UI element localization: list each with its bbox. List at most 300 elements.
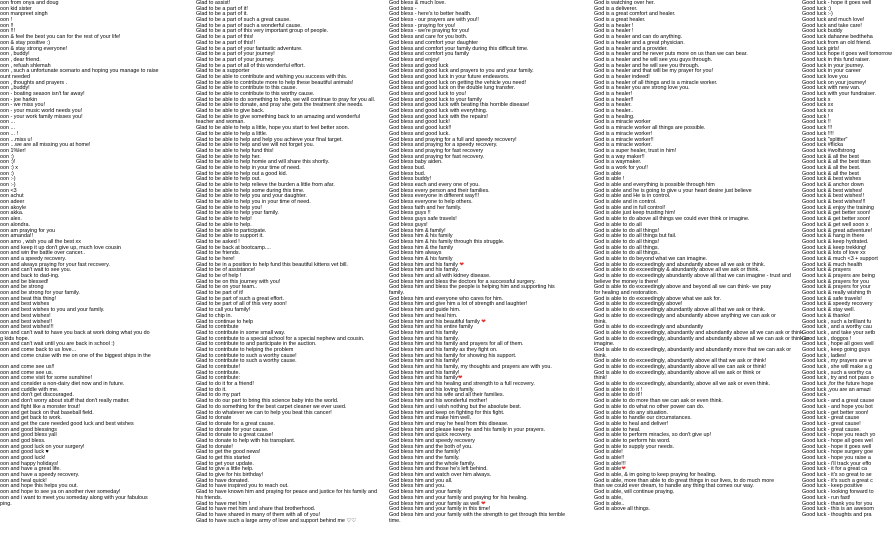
text-line: God is able to perform miracles, so don't give up!: [594, 432, 711, 439]
text-line: God bless him and his family.: [389, 267, 460, 274]
text-line: Good luck dahanne bedtheha: [802, 34, 873, 41]
text-line: Good luck & get better soon!: [802, 210, 871, 217]
text-line: Good luck & speedy recovery: [802, 301, 873, 308]
text-line: Good luck love you: [802, 73, 848, 80]
text-line: Glad to be back at bootcamp....: [196, 244, 271, 251]
text-line: Good luck , she will make a g: [802, 364, 873, 370]
text-line: g kids hope.: [0, 335, 30, 342]
text-line: Glad to have met him and share that brotherhood.: [196, 506, 316, 513]
text-line: Good luck & best wishes!: [802, 187, 863, 194]
text-line: Good luck xx: [802, 102, 834, 109]
text-line: Good luck , ladies!: [802, 352, 847, 359]
text-line: Glad to contribute to a special school for a special nephew and cousin.: [196, 335, 365, 342]
text-line: God bless him and everyone who cares for him.: [389, 295, 504, 302]
text-line: think!: [594, 375, 607, 382]
text-line: God is able to do above all things we could ever think or imagine.: [594, 216, 750, 223]
text-line: oon ...: [0, 125, 15, 132]
text-line: God is able and he is going to give u your heart desire just believe: [594, 187, 752, 194]
text-line: God bless him and heal him.: [389, 312, 458, 319]
text-line: Good luck and much love!: [802, 17, 865, 24]
text-line: God bless guys safe travels!: [389, 216, 457, 223]
text-line: God bless him and speedy recovery: [389, 437, 475, 444]
text-line: oon and hope to see ya on another river someday!: [0, 489, 121, 496]
text-line: God bless him and i wish nothing but the absolute best.: [389, 403, 522, 410]
text-line: Good luck - hope it goes well: [802, 0, 872, 6]
text-line: oon alex.: [0, 216, 22, 223]
text-line: Glad to do my part: [196, 392, 241, 399]
text-line: oon and fight like a monster trout!: [0, 403, 81, 410]
text-line: oon and have a speedy recovery.: [0, 472, 80, 479]
text-line: God is a work for you!!: [594, 164, 648, 171]
text-line: Glad to be able to donate, and pray she gets the treatment she needs.: [196, 102, 364, 109]
text-line: God is able to do exceedingly above and beyond all we can think- we pray: [594, 284, 772, 291]
text-line: Glad to be able to help a little, hope you start to feel better soon.: [196, 125, 350, 132]
text-line: God bless him and your family as well ❤: [389, 500, 486, 507]
text-line: God is a miracle worker.: [594, 142, 652, 149]
text-line: oon alondra.: [0, 221, 30, 228]
text-line: oon and good luck on your surgery!: [0, 443, 85, 450]
text-line: Good luck & best wishes!!: [802, 193, 865, 200]
text-line: God is able: [594, 170, 622, 177]
text-line: oon and hope this helps you out.: [0, 483, 78, 490]
text-line: God is a healer!!: [594, 96, 634, 103]
text-line: Good luck & prayers are being: [802, 273, 875, 279]
text-line: God bless and good luck: [389, 62, 449, 69]
text-line: Good luck - great cause.: [802, 426, 861, 433]
text-line: oon , such a unfortunate scenario and hoping you manage to raise: [0, 68, 159, 75]
text-line: Glad to be a part of your fantastic adventure.: [196, 45, 303, 52]
text-line: Good luck & best wishes!!!: [802, 199, 866, 206]
text-line: for healing and restoration.: [594, 290, 659, 297]
text-line: God is able and He is in control.: [594, 193, 671, 200]
text-line: God bless every person and their families.: [389, 187, 490, 194]
text-line: oon and best wishes to you and your family.: [0, 307, 105, 314]
text-line: Glad to be able to help out.: [196, 176, 261, 183]
text-line: Glad to be on your team..: [196, 284, 257, 291]
text-line: God is a healer and he will see you through.: [594, 62, 700, 69]
text-line: oon - your work family misses you!: [0, 113, 83, 120]
text-line: Glad to be a part of your journey!: [196, 51, 275, 58]
text-line: God bless him and the whole family.: [389, 460, 476, 467]
text-line: Glad to be able to give something back to an amazing and wonderful: [196, 113, 360, 120]
text-line: God bless him & his family: [389, 233, 453, 240]
text-line: God is a healer indeed!: [594, 73, 650, 80]
text-line: oon and good luck!: [0, 455, 46, 461]
text-line: God is able to do beyond what we can imagine.: [594, 255, 708, 262]
text-line: Good luck , hope all goes well: [802, 341, 874, 348]
text-line: Good luck ,you are an amazi: [802, 386, 871, 393]
text-line: Glad to be able to help relieve the burden a little from afar.: [196, 182, 335, 188]
text-line: God is able to do all things.: [594, 244, 660, 251]
text-line: Glad to be of help !: [196, 273, 242, 279]
text-line: God bless - here's to better health.: [389, 11, 472, 18]
text-line: God bless him & the family: [389, 244, 454, 251]
text-line: oon and keep it up don't give up, much love cousin: [0, 244, 121, 251]
text-line: oon - your music world needs you!: [0, 108, 83, 115]
text-line: Good luck & anchor down: [802, 182, 864, 188]
text-line: oon and come see us.: [0, 369, 54, 376]
text-column-3: [389, 1, 589, 542]
text-line: Good luck - hope you reach yo: [802, 432, 876, 439]
text-line: think.: [594, 318, 607, 325]
text-line: Good luck - and hope you bot: [802, 403, 873, 410]
text-line: Good luck , try and not pass o: [802, 375, 874, 382]
text-line: God bless and good luck on the double lung transfer.: [389, 85, 516, 92]
text-line: God is a deliverer.: [594, 5, 638, 12]
text-line: Good luck & prayers for you: [802, 278, 869, 285]
text-line: imagine.: [594, 341, 615, 348]
text-line: God is able to do it !: [594, 386, 642, 393]
text-line: Glad to do something for the best carpet cleaner we ever used.: [196, 403, 347, 410]
text-line: oon , buddy!: [0, 51, 30, 58]
text-line: God is able to do any situation.: [594, 409, 669, 416]
text-line: oon ...: [0, 119, 15, 126]
text-line: God bless him and his family as they fight on.: [389, 346, 498, 353]
text-line: Good luck & much health: [802, 261, 863, 268]
text-line: God is watching over her.: [594, 0, 655, 6]
text-line: God bless him and his wife and all their families.: [389, 392, 505, 399]
text-line: Glad to be able to support it.: [196, 233, 264, 240]
text-line: Good luck & all the best: [802, 170, 859, 177]
text-line: God is able just keep trusting him!: [594, 210, 676, 217]
text-line: oon 1%ler!: [0, 147, 26, 154]
text-line: God is a healer and can do anything.: [594, 34, 683, 41]
text-line: Good luck - great cause: [802, 415, 860, 422]
text-line: God is able to do exceedingly and abundantly above all we ask or think.: [594, 261, 766, 268]
text-line: God is able..: [594, 500, 625, 507]
text-line: Glad to contribute!: [196, 364, 241, 370]
text-line: oon :)!: [0, 159, 16, 166]
text-line: Good luck & great adventure!: [802, 227, 873, 234]
text-line: Glad to contribute to such a worthy cause.: [196, 358, 297, 365]
text-line: Glad to give a little help.: [196, 466, 254, 473]
text-line: God bless bud.: [389, 164, 426, 171]
text-line: oon and come back to us love...: [0, 346, 77, 353]
text-line: Glad to be in a position to help fund this beautiful kittens vet bill.: [196, 261, 348, 268]
text-line: Glad to be able to do something to help, we will continue to pray for you all.: [196, 96, 376, 103]
text-line: God is a healer..: [594, 108, 634, 115]
text-line: Glad to be on this journey with you!: [196, 278, 281, 285]
text-line: God bless buddy!: [389, 176, 431, 183]
text-line: God is a miracle worker!: [594, 130, 653, 137]
text-line: Glad to have such a large army of love and support behind me ♡♡: [196, 517, 357, 524]
text-line: Good luck - get better soon!: [802, 409, 869, 416]
text-column-1: [0, 1, 194, 542]
text-line: Glad to be able to help a little.: [196, 130, 268, 137]
text-line: God is above all things.: [594, 506, 651, 513]
text-line: God is a healer!: [594, 91, 633, 97]
text-line: oon kid sister: [0, 5, 32, 12]
text-line: Good luck , such a brilliant fu: [802, 318, 872, 325]
text-line: God is able to do all: [594, 221, 642, 228]
text-line: God bless - we're praying for you!: [389, 28, 470, 35]
text-line: God bless and praying for fast recovery: [389, 147, 484, 154]
text-line: God is a healing.: [594, 113, 635, 120]
text-line: God bless him and all with kidney disease.: [389, 273, 491, 279]
text-line: God bless and care for you both.: [389, 34, 468, 41]
text-line: God is a miracle worker all things are possible.: [594, 125, 706, 132]
text-line: God bless him & family!: [389, 227, 446, 234]
text-line: God bless and praying for fast recovery.: [389, 153, 485, 160]
text-line: God is able to do exceedingly above!: [594, 301, 683, 308]
text-line: Glad to contribute to and participate in the auction.: [196, 341, 317, 348]
text-line: God bless and praying for a speedy recovery.: [389, 142, 498, 149]
text-line: Good luck - this is an awesom: [802, 506, 874, 513]
text-line: Good luck - it's so great to se: [802, 472, 872, 479]
text-line: Good luck xx: [802, 108, 834, 115]
text-line: Glad to do our part to bring this science baby into the world.: [196, 398, 339, 405]
text-line: Good luck - i'll track your effo: [802, 460, 872, 467]
text-line: Good luck -: [802, 392, 830, 399]
text-line: God is a waymaker.: [594, 159, 642, 166]
text-line: Good luck , doggos !: [802, 335, 852, 342]
text-line: God bless him and watch over him always.: [389, 472, 492, 479]
text-line: oon and come cruise with me on one of the biggest ships in the: [0, 352, 151, 359]
text-line: oon - we miss you!: [0, 102, 45, 109]
text-line: Glad to donate to a great cause!: [196, 432, 274, 439]
text-line: Good luck !!!: [802, 125, 833, 132]
text-line: Glad to be a part of this very important group of people.: [196, 28, 329, 35]
text-line: Glad to be a part of it.: [196, 11, 248, 18]
text-line: oon :) x: [0, 164, 18, 171]
text-line: God bless him and his family and prayers for all of them.: [389, 341, 524, 348]
text-line: God bless - praying for you!: [389, 22, 456, 29]
text-line: God is a miracle worker: [594, 119, 651, 126]
text-line: God is a healer and he will see you guys through.: [594, 56, 713, 63]
text-line: Good luck with your fundraiser.: [802, 91, 877, 97]
text-line: Glad to have donated.: [196, 477, 250, 484]
text-line: God is able to do exceedingly, abundantly and abundantly more that we can ask or: [594, 346, 792, 353]
text-line: Glad to give for his birthday!: [196, 472, 264, 479]
text-line: God bless him and his beautiful family ❤: [389, 318, 486, 325]
text-line: Glad to continue to help: [196, 318, 253, 325]
text-line: teacher and woman.: [196, 119, 245, 126]
text-line: Good luck girls!: [802, 45, 840, 52]
text-line: God bless guys !!: [389, 210, 431, 217]
text-line: Good luck & enjoy the training: [802, 204, 874, 211]
text-line: Good luck & prayers for your: [802, 284, 871, 291]
text-line: God is able, & im going to keep praying for healing.: [594, 472, 717, 479]
text-line: than we could ever dream, to handle any thing that comes our way.: [594, 483, 754, 490]
text-line: God bless everyone in different way!!!: [389, 193, 480, 200]
text-line: Good luck & prayers: [802, 267, 851, 274]
text-column-4: [594, 0, 810, 542]
text-line: oon - boating season isn't far away!: [0, 91, 85, 97]
text-line: God is a great comfort and healer.: [594, 11, 676, 18]
text-line: God bless him and his family: [389, 329, 458, 336]
text-line: God is able to heal.: [594, 426, 641, 433]
text-line: God is a healer you are strong love you.: [594, 85, 690, 92]
text-line: Glad to contribute in some small way.: [196, 329, 286, 336]
text-line: God bless him always: [389, 250, 442, 257]
text-line: Glad to be able to help and help you achieve your final target.: [196, 136, 343, 143]
text-line: Glad to be able to help her.: [196, 153, 261, 160]
text-line: God bless him and your family with the strength to get through this terrible: [389, 511, 566, 518]
text-line: Good luck and take care!: [802, 22, 862, 29]
text-line: oon & stay positive :): [0, 39, 51, 46]
text-line: oon and come see us!!: [0, 364, 55, 370]
text-line: God bless & much love.: [389, 0, 446, 6]
text-line: God is a healer and a provider.: [594, 45, 668, 52]
text-line: oon and come visit for some sunshine!: [0, 375, 92, 382]
text-line: Glad to do it for a friend!: [196, 381, 254, 388]
text-line: Good luck "splitter": [802, 136, 848, 143]
text-line: oon and be strong: [0, 284, 44, 291]
text-line: Good luck - and a great cause: [802, 398, 875, 405]
text-line: oon and cuddle with me.: [0, 386, 59, 393]
text-line: Good luck hope it goes well tomorrow: [802, 51, 892, 58]
text-line: God is able to do more than we can ask or even think.: [594, 398, 723, 405]
text-line: God bless and good luck!!: [389, 125, 452, 132]
text-line: Good luck , and take your setb: [802, 329, 876, 336]
text-line: oon and best wishes!: [0, 312, 51, 319]
text-line: oon and can't wait until you are back in school :): [0, 341, 115, 348]
text-line: God bless him & his family: [389, 255, 453, 262]
text-line: Glad to have inspired you to reach out.: [196, 483, 289, 490]
text-line: Glad to get the good news!: [196, 449, 261, 456]
text-line: oon and be blessed!: [0, 278, 49, 285]
text-line: God bless him and the family.: [389, 455, 460, 461]
text-line: Glad to contribute: [196, 324, 239, 331]
text-line: Glad to chip in.: [196, 312, 232, 319]
text-line: Good luck - thank you for you: [802, 500, 873, 507]
text-line: God bless and enjoy!: [389, 56, 440, 63]
text-line: oon , refuah shlemah: [0, 62, 51, 69]
text-line: oon akka.: [0, 210, 24, 217]
text-line: God bless him and your family: [389, 489, 462, 496]
text-line: oon and good blessings: [0, 426, 57, 433]
text-line: God bless him and bless the people is helping him and supporting his: [389, 284, 555, 291]
text-line: Good luck & get well soon x: [802, 221, 869, 228]
text-line: God is able to do exceedingly & abundantly above all we ask or think.: [594, 267, 760, 274]
text-line: God is a healer and a great physician.: [594, 39, 685, 46]
text-line: oon & stay strong everyone!: [0, 45, 68, 52]
text-line: Good luck from an old friend.: [802, 39, 872, 46]
text-line: God is able to do all things but fail.: [594, 233, 677, 240]
text-line: oon and always praying for your fast recovery.: [0, 261, 110, 268]
text-line: God is able to do exceedingly and abundantly above anything we can ask or: [594, 312, 776, 319]
text-line: God bless him and his entire family: [389, 324, 473, 331]
text-line: God bless him and his family❤: [389, 375, 463, 382]
text-line: God is a healer.: [594, 102, 632, 109]
text-line: God bless him and his healing and strength to a full recovery.: [389, 381, 535, 388]
text-line: Glad to be part of all of this very soon!: [196, 301, 287, 308]
text-line: Good luck :-): [802, 11, 833, 18]
text-line: ping.: [0, 500, 12, 507]
text-line: Glad to get this started: [196, 455, 251, 461]
text-line: Glad to be friends.: [196, 250, 241, 257]
text-line: Glad to have met him !: [196, 500, 251, 507]
text-line: oon and get the care needed good luck and best wishes: [0, 420, 134, 427]
text-line: God bless him & his family through this struggle.: [389, 238, 505, 245]
text-column-5: [802, 0, 892, 542]
text-line: God bless everyone to help others.: [389, 199, 473, 206]
text-line: Glad to be able to contribute more to help these beautiful animals!: [196, 79, 354, 86]
text-line: Good luck & all the best titan: [802, 159, 871, 166]
text-line: Good luck & much <3 + support: [802, 255, 878, 262]
text-line: oon and best wishes!!: [0, 318, 53, 325]
text-line: Glad to be a part of it!: [196, 5, 248, 12]
text-line: Glad to be asked !: [196, 238, 240, 245]
text-line: God is able to do all things!: [594, 238, 660, 245]
text-line: Good luck & safe travels!: [802, 295, 862, 302]
text-line: God is able to do exceedingly, abundantly, above all we ask or even think.: [594, 381, 771, 388]
text-line: God is a healer and that will be my prayer for you!: [594, 68, 713, 75]
text-line: Good luck - thoughts and pra: [802, 511, 872, 518]
text-line: Glad to donate!: [196, 443, 233, 450]
text-line: oon ,,buddy!: [0, 85, 30, 92]
text-line: oon !: [0, 17, 12, 24]
text-line: God is able!!!: [594, 460, 626, 467]
text-line: Glad to be of assistance!: [196, 267, 256, 274]
text-line: Glad to be able to contribute to this worthy cause.: [196, 91, 315, 97]
text-line: Glad to be able to help.: [196, 221, 252, 228]
text-line: Glad to be able to contribute to this cause.: [196, 85, 297, 92]
text-line: oon and consider a non-dairy diet now and in future.: [0, 381, 125, 388]
text-line: God bless him and your family in this time!: [389, 506, 491, 513]
text-line: God bless and good luck with everything.: [389, 108, 488, 115]
text-line: Good luck & hang in there: [802, 233, 865, 240]
text-line: oon !!: [0, 22, 14, 29]
text-line: oon ... !: [0, 130, 18, 137]
text-line: God is able to heal and deliver!: [594, 420, 669, 427]
text-line: God is able to do exceedingly above what we ask for.: [594, 295, 722, 302]
text-line: Good luck & all the best.: [802, 164, 861, 171]
text-line: Good luck in your journey.: [802, 62, 865, 69]
text-line: God bless faith and her family.: [389, 204, 462, 211]
text-line: Glad to assist!: [196, 0, 231, 6]
text-line: God is able to do exceedingly, abundantly and abundantly above all we can ask or think.: [594, 329, 805, 336]
text-line: God is able,: [594, 494, 623, 501]
text-line: Good luck in your career: [802, 68, 861, 75]
text-line: Good luck - keep positive: [802, 483, 863, 490]
text-line: Glad to be part of such a great effort.: [196, 295, 285, 302]
text-line: Glad to be able to help out a good kid.: [196, 170, 288, 177]
text-line: Glad to be able to help your family.: [196, 210, 279, 217]
text-line: God is able and everything is possible through him: [594, 182, 715, 188]
text-line: Glad to be a part of all of this wonderful effort.: [196, 62, 305, 69]
text-line: oon manpreet singh: [0, 11, 48, 18]
text-line: God bless and good luck to your family: [389, 96, 482, 103]
text-line: God bless him and his family!: [389, 369, 460, 376]
text-line: Good luck , and a worthy cau: [802, 324, 872, 331]
text-line: Glad to contribute.: [196, 369, 241, 376]
text-line: God is a way maker!!: [594, 153, 645, 160]
text-line: Good luck & all the best: [802, 153, 859, 160]
text-line: Good luck - hope it goes well: [802, 443, 872, 450]
text-line: Good luck & keep hydrated.: [802, 238, 869, 245]
text-line: Good luck on your journey!: [802, 79, 867, 86]
text-line: God bless bud.: [389, 170, 426, 177]
text-line: God is a healer !: [594, 22, 634, 29]
text-line: oon and best wishes!!!: [0, 324, 54, 331]
text-line: oon and good luck ♥: [0, 449, 49, 456]
text-line: oon !!!: [0, 28, 15, 35]
text-line: Glad to be able to help in your time of need.: [196, 164, 301, 171]
text-line: God bless each and every one of you.: [389, 182, 480, 188]
text-line: oon , thoughts and prayers .: [0, 79, 68, 86]
text-line: God bless him and you all.: [389, 477, 453, 484]
text-line: Good luck & get better soon!: [802, 216, 871, 223]
text-line: oon and can't wait to see you.: [0, 267, 72, 274]
text-line: God bless him and his loving family.: [389, 386, 475, 393]
text-line: God bless - our prayers are with you!!: [389, 17, 479, 24]
text-line: God is able to supply your needs.: [594, 443, 675, 450]
text-line: oon am praying for you: [0, 227, 56, 234]
text-line: oon and get back to work.: [0, 415, 62, 422]
text-line: Glad to be a part of your journey.: [196, 56, 275, 63]
text-line: Good luck ,for the future hope: [802, 381, 874, 388]
